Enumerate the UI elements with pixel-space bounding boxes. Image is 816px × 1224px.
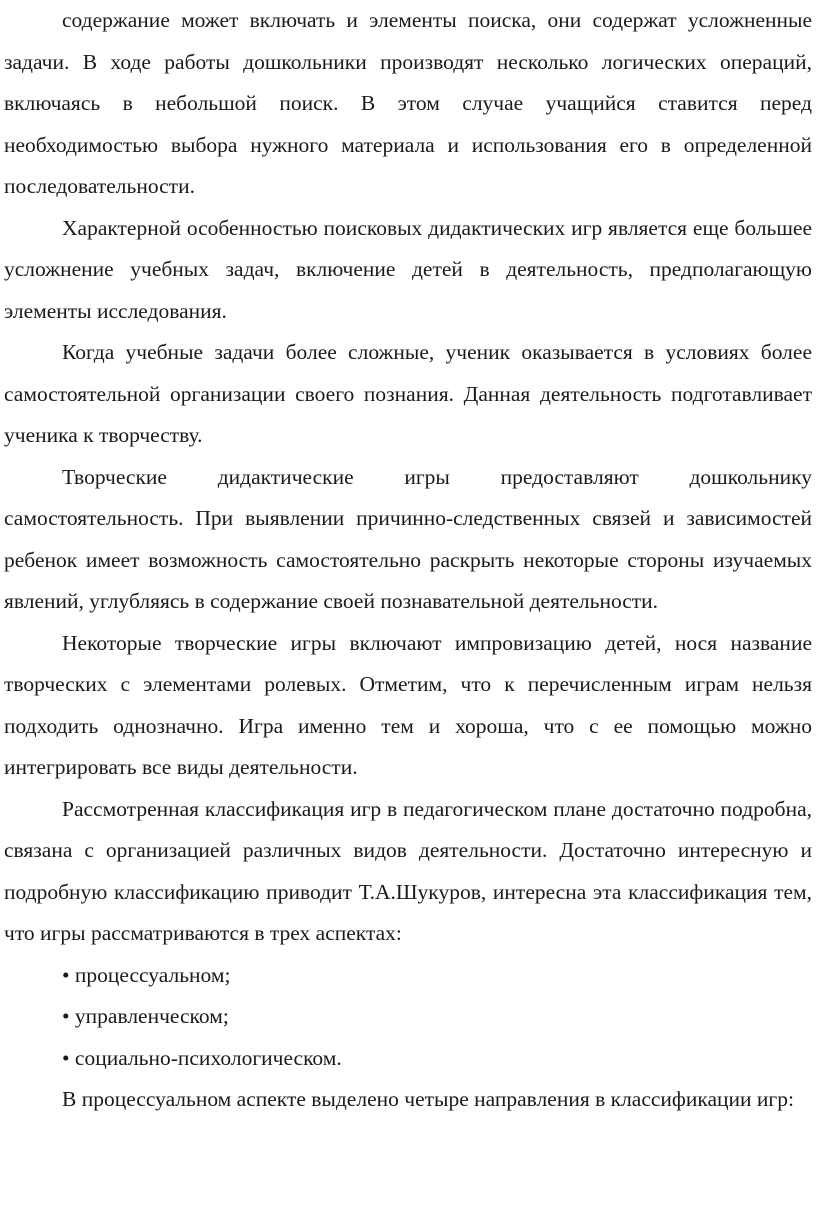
paragraph-6: Рассмотренная классификация игр в педагогическом плане достаточно подробна, связана с организацией различных видов деятельности. Достаточно интересную и подробную классификацию приводит Т.А.Шукуров, интересна эта классификация тем, что игры рассматриваются в трех аспектах: xyxy=(4,796,812,945)
document-body xyxy=(4,0,812,1121)
bullet-item-2: • управленческом; xyxy=(62,1004,229,1028)
paragraph-3: Когда учебные задачи более сложные, ученик оказывается в условиях более самостоятельной организации своего познания. Данная деятельность подготавливает ученика к творчеству. xyxy=(4,340,812,447)
bullet-item-1: • процессуальном; xyxy=(62,962,231,987)
paragraph-4: Творческие дидактические игры предоставляют дошкольнику самостоятельность. При выявлении причинно-следственных связей и зависимостей ребенок имеет возможность самостоятельно раскрыть некоторые стороны изучаемых явлений, углубляясь в содержание своей познавательной деятельности. xyxy=(4,464,812,613)
bullet-item-3: • социально-психологическом. xyxy=(62,1045,342,1070)
paragraph-1: содержание может включать и элементы поиска, они содержат усложненные задачи. В ходе работы дошкольники производят несколько логических операций, включаясь в небольшой поиск. В этом случае учащийся ставится перед необходимостью выбора нужного материала и использования его в определенной последовательности. xyxy=(4,8,812,198)
paragraph-final: В процессуальном аспекте выделено четыре направления в классификации игр: xyxy=(62,1087,794,1111)
paragraph-2: Характерной особенностью поисковых дидактических игр является еще большее усложнение учебных задач, включение детей в деятельность, предполагающую элементы исследования. xyxy=(4,215,812,323)
paragraph-5: Некоторые творческие игры включают импровизацию детей, нося название творческих с элементами ролевых. Отметим, что к перечисленным играм нельзя подходить однозначно. Игра именно тем и хороша, что с ее помощью можно интегрировать все виды деятельности. xyxy=(4,630,812,779)
